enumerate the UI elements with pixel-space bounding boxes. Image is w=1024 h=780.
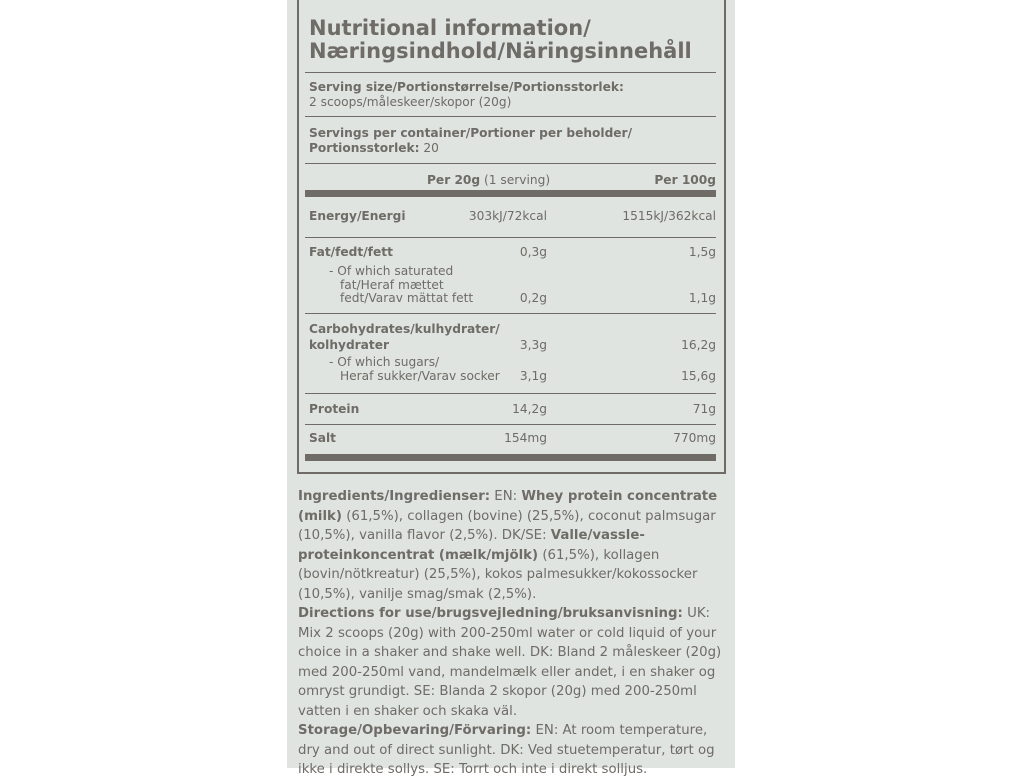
saturated-value-20g: 0,2g	[519, 291, 547, 305]
divider	[305, 163, 716, 164]
servings-per-label: Servings per container/Portioner per beholder/	[309, 126, 633, 140]
column-header-per-100g: Per 100g	[654, 173, 716, 187]
divider	[305, 313, 716, 314]
energy-value-20g: 303kJ/72kcal	[468, 209, 547, 223]
storage-label: Storage/Opbevaring/Förvaring:	[298, 723, 532, 738]
protein-label: Protein	[309, 402, 360, 416]
servings-per-label-2: Portionsstorlek:	[309, 141, 420, 155]
directions-label: Directions for use/brugsvejledning/bruksanvisning:	[298, 606, 683, 621]
saturated-label-2: fat/Heraf mættet	[340, 278, 444, 292]
title-line-1: Nutritional information/	[309, 16, 591, 40]
fat-label: Fat/fedt/fett	[309, 245, 393, 259]
fat-value-20g: 0,3g	[519, 245, 547, 259]
divider	[305, 116, 716, 117]
ingredients-label: Ingredients/Ingredienser:	[298, 489, 491, 504]
storage-text: EN: At room temperature, dry and out of direct sunlight. DK: Ved stuetemperatur, tørt og ikke i direkte sollys. SE: Torrt och inte i direkt solljus.	[298, 723, 715, 777]
directions-text: UK: Mix 2 scoops (20g) with 200-250ml water or cold liquid of your choice in a shaker and shake well. DK: Bland 2 måleskeer (20g) med 200-250ml vand, mandelmælk eller andet, i en shaker og omryst grundigt. SE: Blanda 2 skopor (20g) med 200-250ml vatten i en shaker och skaka väl.	[298, 606, 722, 719]
sugars-value-100g: 15,6g	[681, 369, 716, 383]
protein-value-20g: 14,2g	[512, 402, 547, 416]
column-header-per-20g	[427, 173, 551, 188]
ingredients-en-text: (61,5%), collagen (bovine) (25,5%), coconut palmsugar (10,5%), vanilla flavor (2,5%). DK/SE:	[298, 508, 716, 543]
carbohydrates-value-20g: 3,3g	[519, 338, 547, 352]
ingredients-dk-bold: Valle/vassle-proteinkoncentrat (mælk/mjölk)	[298, 528, 645, 563]
carbohydrates-label-1: Carbohydrates/kulhydrater/	[309, 322, 500, 336]
nutrition-title	[309, 17, 729, 63]
fat-value-100g: 1,5g	[688, 245, 716, 259]
sugars-label-2: Heraf sukker/Varav socker	[340, 369, 500, 383]
ingredients-en-bold: Whey protein concentrate (milk)	[298, 489, 718, 524]
serving-size-label: Serving size/Portionstørrelse/Portionsstorlek:	[309, 80, 624, 94]
ingredients-en-prefix: EN:	[490, 489, 522, 504]
ingredients-section	[298, 487, 730, 780]
thick-divider	[305, 190, 716, 197]
title-line-2: Næringsindhold/Näringsinnehåll	[309, 39, 692, 63]
ingredients-paragraph	[298, 487, 730, 604]
energy-value-100g: 1515kJ/362kcal	[622, 209, 716, 223]
salt-value-100g: 770mg	[673, 431, 716, 445]
salt-value-20g: 154mg	[504, 431, 547, 445]
carbohydrates-value-100g: 16,2g	[681, 338, 716, 352]
divider	[305, 237, 716, 238]
sugars-value-20g: 3,1g	[519, 369, 547, 383]
sugars-label-1: - Of which sugars/	[329, 355, 440, 369]
saturated-label-3: fedt/Varav mättat fett	[340, 291, 474, 305]
divider	[305, 393, 716, 394]
ingredients-dk-text: (61,5%), kollagen (bovin/nötkreatur) (25,5%), kokos palmesukker/kokossocker (10,5%), vanilje smag/smak (2,5%).	[298, 547, 698, 602]
thick-divider	[305, 454, 716, 461]
saturated-value-100g: 1,1g	[688, 291, 716, 305]
serving-size-value: 2 scoops/måleskeer/skopor (20g)	[309, 95, 512, 109]
servings-per-row	[309, 141, 439, 156]
storage-paragraph	[298, 721, 730, 780]
protein-value-100g: 71g	[692, 402, 716, 416]
salt-label: Salt	[309, 431, 337, 445]
divider	[305, 424, 716, 425]
directions-paragraph	[298, 604, 730, 721]
col1-light: (1 serving)	[484, 173, 551, 187]
saturated-label-1: - Of which saturated	[329, 264, 454, 278]
servings-per-value: 20	[423, 141, 439, 155]
col1-bold: Per 20g	[427, 173, 481, 187]
energy-label: Energy/Energi	[309, 209, 406, 223]
carbohydrates-label-2: kolhydrater	[309, 338, 390, 352]
divider	[305, 72, 716, 73]
